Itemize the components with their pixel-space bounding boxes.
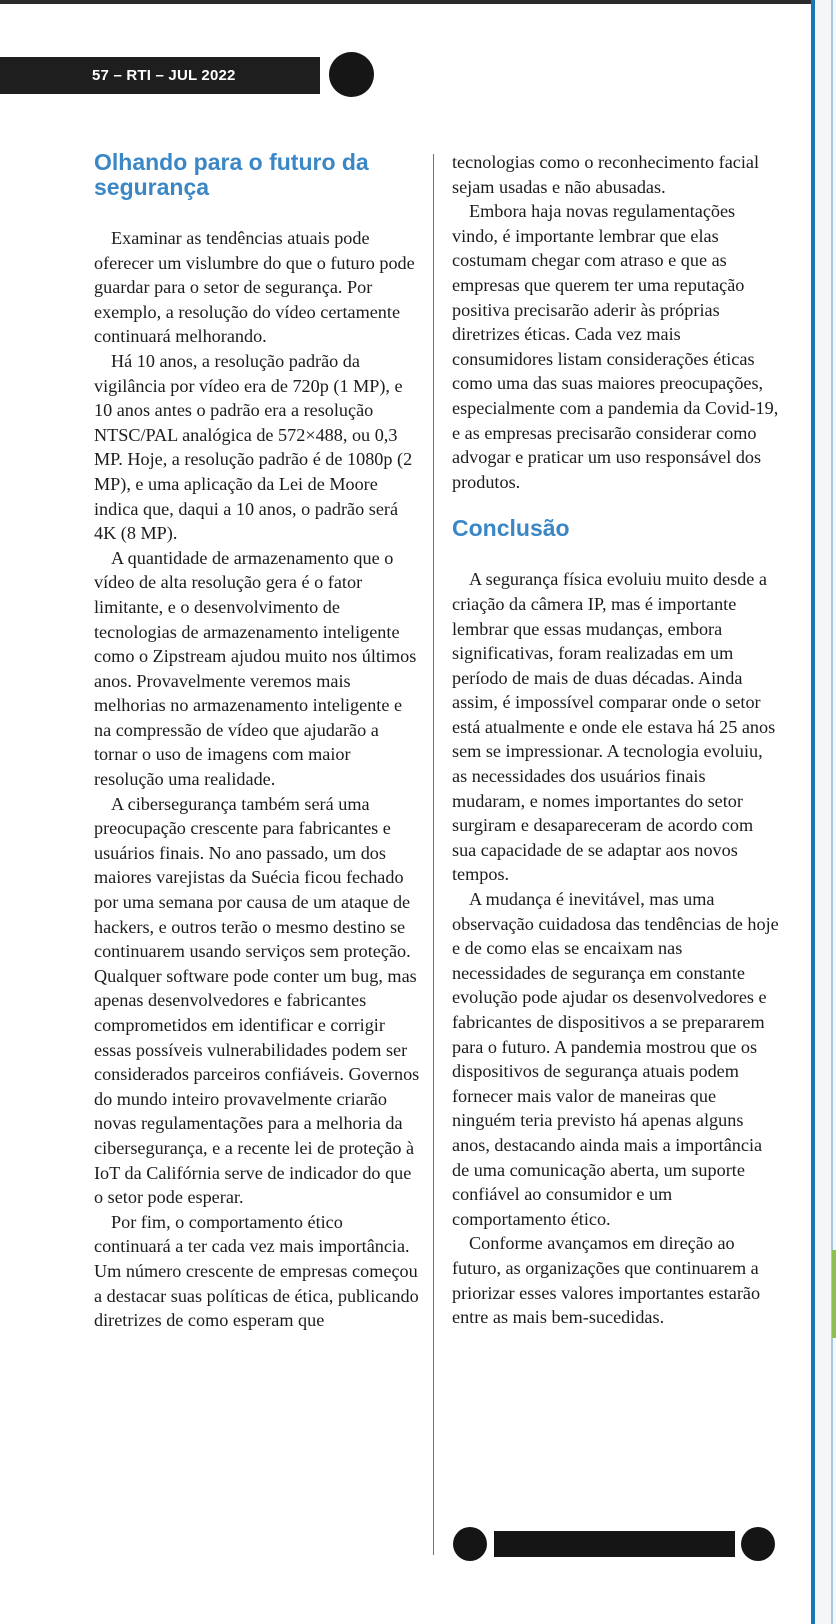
section-heading-future: Olhando para o futuro da segurança <box>94 149 369 200</box>
body-paragraph: A quantidade de armazenamento que o vídeo de alta resolução gera é o fator limitante, e o desenvolvimento de tecnologias de armazenamento inteligente como o Zipstream ajudou muito nos últimos anos. Provavelmente veremos mais melhorias no armazenamento inteligente e na compressão de vídeo que ajudarão a tornar o uso de imagens com maior resolução uma realidade. <box>94 547 417 790</box>
body-paragraph: Examinar as tendências atuais pode oferecer um vislumbre do que o futuro pode guardar para o setor de segurança. Por exemplo, a resolução do vídeo certamente continuará melhorando. <box>94 228 415 347</box>
page-header-bar <box>0 57 320 94</box>
body-paragraph: Por fim, o comportamento ético continuará a ter cada vez mais importância. Um número crescente de empresas começou a destacar suas políticas de ética, publicando diretrizes de como esperam que <box>94 1211 419 1331</box>
page-edge-accent <box>832 1250 836 1338</box>
footer-dot-ornament-right <box>741 1527 775 1561</box>
body-paragraph: Há 10 anos, a resolução padrão da vigilância por vídeo era de 720p (1 MP), e 10 anos antes o padrão era a resolução NTSC/PAL analógica de 572×488, ou 0,3 MP. Hoje, a resolução padrão é de 1080p (2 MP), e uma aplicação da Lei de Moore indica que, daqui a 10 anos, o padrão será 4K (8 MP). <box>94 350 413 544</box>
body-paragraph-continued: tecnologias como o reconhecimento facial sejam usadas e não abusadas. <box>452 152 760 197</box>
footer-dot-ornament-left <box>453 1527 487 1561</box>
body-paragraph: Conforme avançamos em direção ao futuro, as organizações que continuarem a priorizar esses valores importantes estarão entre as mais bem-sucedidas. <box>452 1233 761 1328</box>
article-column-right <box>452 150 780 1330</box>
column-divider <box>433 154 434 1555</box>
body-paragraph: A mudança é inevitável, mas uma observação cuidadosa das tendências de hoje e de como elas se encaixam nas necessidades de segurança em constante evolução pode ajudar os desenvolvedores e fabricantes de dispositivos a se prepararem para o futuro. A pandemia mostrou que os dispositivos de segurança atuais podem fornecer mais valor de maneiras que ninguém teria previsto há apenas alguns anos, destacando ainda mais a importância de uma comunicação aberta, um suporte confiável ao consumidor e um comportamento ético. <box>452 889 779 1229</box>
page-header-label: 57 – RTI – JUL 2022 <box>92 67 236 84</box>
top-border <box>0 0 836 4</box>
body-paragraph: A segurança física evoluiu muito desde a criação da câmera IP, mas é importante lembrar que essas mudanças, embora significativas, foram realizadas em um período de mais de duas décadas. Ainda assim, é impossível comparar onde o setor está atualmente e onde ele estava há 25 anos sem se impressionar. A tecnologia evoluiu, as necessidades dos usuários finais mudaram, e nomes importantes do setor surgiram e desapareceram de acordo com sua capacidade de se adaptar aos novos tempos. <box>452 569 776 885</box>
page-edge-rule <box>811 0 815 1624</box>
article-column-left <box>94 150 422 1333</box>
body-paragraph: Embora haja novas regulamentações vindo, é importante lembrar que elas costumam chegar com atraso e que as empresas que querem ter uma reputação positiva precisarão aderir às próprias diretrizes éticas. Cada vez mais consumidores listam considerações éticas como uma das suas maiores preocupações, especialmente com a pandemia da Covid-19, e as empresas precisarão considerar como advogar e praticar um uso responsável dos produtos. <box>452 201 779 492</box>
page-edge-rule-light <box>831 0 833 1624</box>
header-dot-ornament <box>329 52 374 97</box>
body-paragraph: A cibersegurança também será uma preocupação crescente para fabricantes e usuários finais. No ano passado, um dos maiores varejistas da Suécia ficou fechado por uma semana por causa de um ataque de hackers, e outros terão o mesmo destino se continuarem usando serviços sem proteção. Qualquer software pode conter um bug, mas apenas desenvolvedores e fabricantes comprometidos em identificar e corrigir essas possíveis vulnerabilidades podem ser considerados parceiros confiáveis. Governos do mundo inteiro provavelmente criarão novas regulamentações para a melhoria da cibersegurança, e a recente lei de proteção à IoT da Califórnia serve de indicador do que o setor pode esperar. <box>94 793 420 1208</box>
section-heading-conclusion: Conclusão <box>452 515 570 542</box>
footer-bar-ornament <box>494 1531 735 1557</box>
